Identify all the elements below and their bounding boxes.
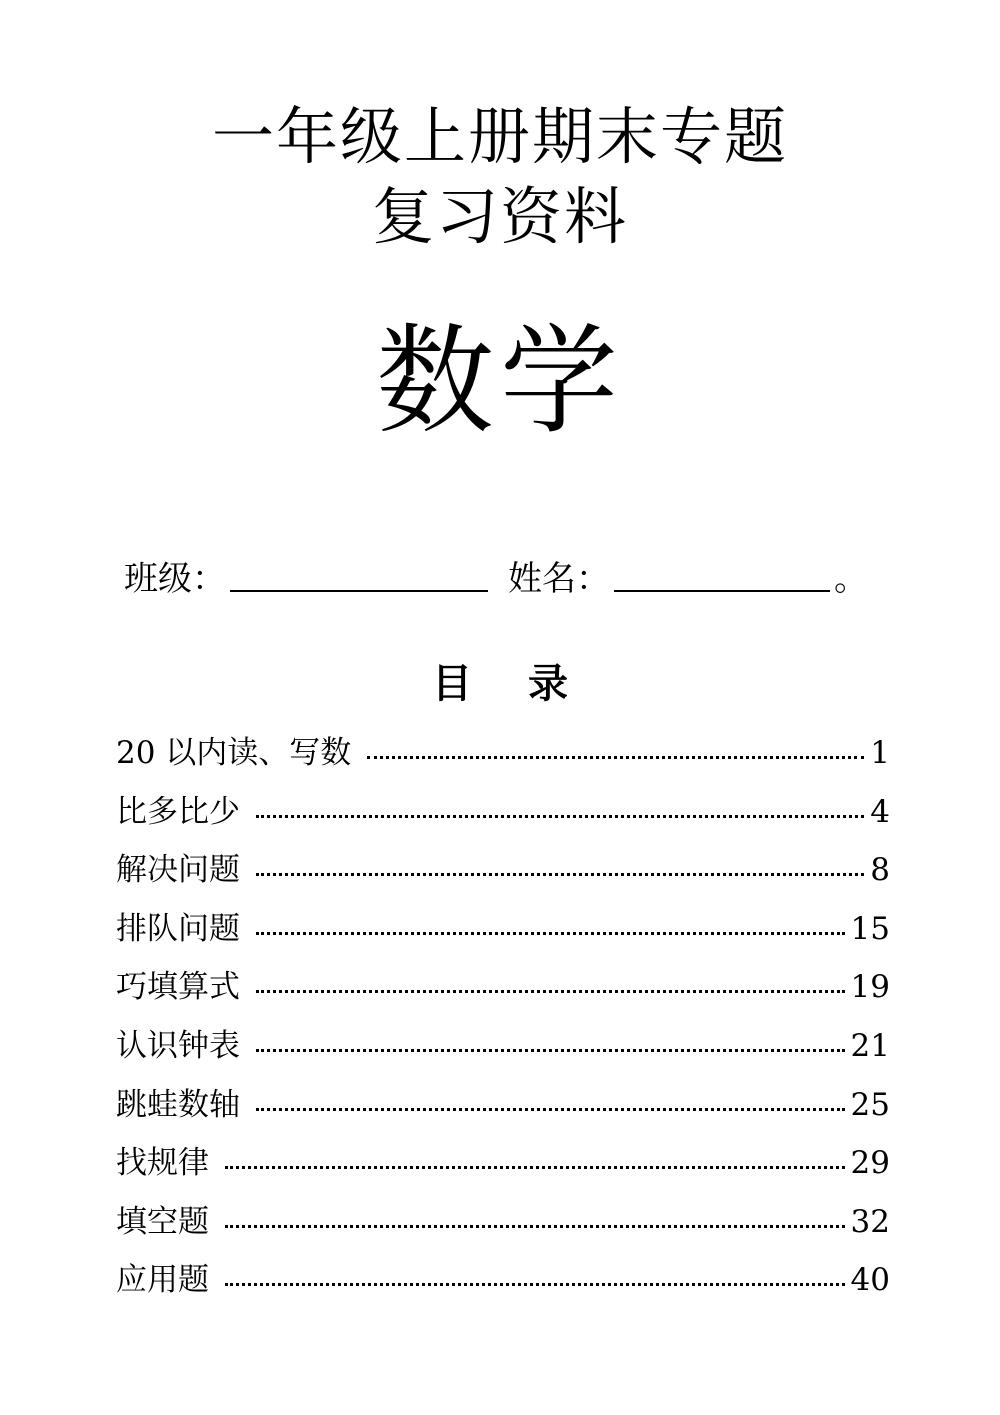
toc-item-page: 4 xyxy=(870,793,890,830)
toc-dot-leader xyxy=(256,873,864,876)
toc-heading xyxy=(0,660,1000,707)
toc-item-label: 认识钟表 xyxy=(116,1027,240,1064)
toc-heading-char-2: 录 xyxy=(528,660,568,707)
name-label: 姓名： xyxy=(508,559,610,599)
toc-item-page: 8 xyxy=(870,852,890,889)
toc-item[interactable] xyxy=(116,793,890,856)
toc-item-page: 29 xyxy=(850,1145,890,1182)
toc-item[interactable] xyxy=(116,852,890,914)
toc-item-page: 15 xyxy=(850,910,890,947)
toc-item-page: 1 xyxy=(870,735,890,771)
toc-item-page: 40 xyxy=(850,1262,890,1299)
toc-item-page: 19 xyxy=(850,969,890,1006)
end-mark: 。 xyxy=(834,559,868,599)
toc-item-page: 32 xyxy=(850,1203,890,1240)
toc-dot-leader xyxy=(256,815,864,818)
toc-item[interactable] xyxy=(116,735,890,797)
toc-dot-leader xyxy=(256,932,845,935)
toc-dot-leader xyxy=(225,1225,845,1228)
toc-item[interactable] xyxy=(116,1145,890,1207)
class-blank-line[interactable] xyxy=(230,554,488,592)
toc-item-label: 比多比少 xyxy=(116,793,240,830)
toc-item[interactable] xyxy=(116,1262,890,1324)
toc-item-label: 20 以内读、写数 xyxy=(116,735,352,771)
toc-dot-leader xyxy=(256,990,845,993)
toc-item-label: 应用题 xyxy=(116,1262,209,1299)
toc-item-label: 巧填算式 xyxy=(116,969,240,1006)
toc-dot-leader xyxy=(256,1049,845,1052)
table-of-contents xyxy=(116,735,890,1324)
student-info-row xyxy=(124,548,868,599)
name-blank-line[interactable] xyxy=(614,554,830,592)
toc-heading-char-1: 目 xyxy=(432,660,472,707)
toc-dot-leader xyxy=(225,1166,845,1169)
toc-item[interactable] xyxy=(116,1086,890,1149)
toc-item-page: 25 xyxy=(850,1086,890,1123)
document-title-line-1: 一年级上册期末专题 xyxy=(211,100,788,173)
toc-item[interactable] xyxy=(116,1027,890,1090)
toc-dot-leader xyxy=(225,1283,845,1286)
toc-item-label: 解决问题 xyxy=(116,852,240,889)
toc-item[interactable] xyxy=(116,910,890,973)
toc-item[interactable] xyxy=(116,1203,890,1266)
toc-item-label: 填空题 xyxy=(116,1203,209,1240)
document-title-line-2: 复习资料 xyxy=(371,180,628,253)
subject-title: 数学 xyxy=(375,312,624,450)
toc-item-page: 21 xyxy=(850,1027,890,1064)
class-label: 班级： xyxy=(124,559,226,599)
toc-item-label: 排队问题 xyxy=(116,910,240,947)
toc-item[interactable] xyxy=(116,969,890,1031)
toc-dot-leader xyxy=(256,1108,845,1111)
toc-item-label: 跳蛙数轴 xyxy=(116,1086,240,1123)
toc-dot-leader xyxy=(367,756,864,759)
toc-item-label: 找规律 xyxy=(116,1145,209,1182)
